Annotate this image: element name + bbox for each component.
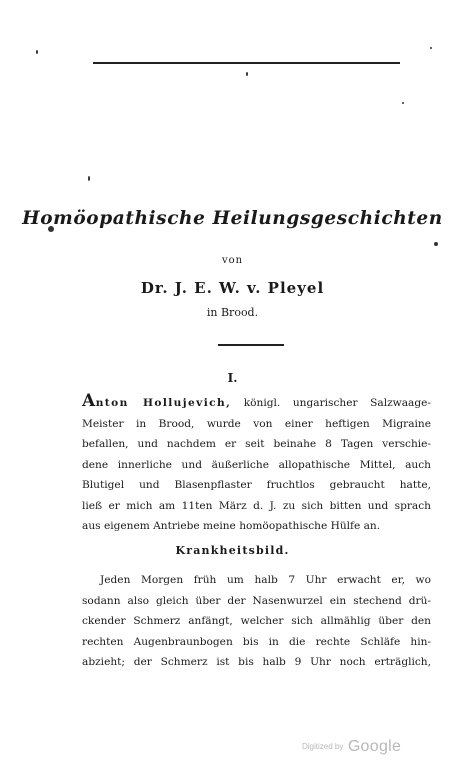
ink-speck <box>246 72 248 76</box>
byline: von <box>221 255 244 266</box>
page-title: Homöopathische Heilungsgeschichten <box>22 208 443 229</box>
watermark-brand: Google <box>347 738 402 755</box>
section-numeral: I. <box>227 371 238 385</box>
text-line-fragment: königl. ungarischer Salzwaage- <box>231 397 431 409</box>
text-line: rechten Augenbraunbogen bis in die rechte Schläfe hin- <box>82 635 431 648</box>
author-location: in Brood. <box>206 306 259 319</box>
watermark-prefix: Digitized by <box>302 742 344 751</box>
ink-speck <box>36 50 38 54</box>
paragraph-case-intro <box>82 391 431 537</box>
text-line: dene innerliche und äußerliche allopathische Mittel, auch <box>82 458 431 471</box>
ink-speck <box>434 242 438 246</box>
text-line: ließ er mich am 11ten März d. J. zu sich bitten und sprach <box>82 499 431 512</box>
text-line <box>82 391 431 414</box>
text-line: ckender Schmerz anfängt, welcher sich allmählig über den <box>82 615 431 627</box>
author-name: Dr. J. E. W. v. Pleyel <box>140 279 325 297</box>
text-line: sodann also gleich über der Nasenwurzel ein stechend drü- <box>82 594 431 607</box>
ink-speck <box>88 176 90 181</box>
top-rule <box>93 62 400 64</box>
paragraph-symptoms <box>82 570 431 673</box>
patient-name: nton Hollujevich, <box>95 397 232 409</box>
ink-speck <box>430 47 432 49</box>
section-subheading: Krankheitsbild. <box>175 544 290 557</box>
digitization-watermark <box>302 738 401 756</box>
section-rule <box>218 344 284 346</box>
ink-speck <box>402 102 404 104</box>
text-line: Blutigel und Blasenpflaster fruchtlos gebraucht hatte, <box>82 479 431 491</box>
drop-cap: A <box>82 391 96 411</box>
text-line: aus eigenem Antriebe meine homöopathische Hülfe an. <box>82 520 381 532</box>
text-line: Meister in Brood, wurde von einer heftigen Migraine <box>82 417 431 430</box>
text-line: befallen, und nachdem er seit beinahe 8 Tagen verschie- <box>82 438 431 450</box>
text-line: Jeden Morgen früh um halb 7 Uhr erwacht er, wo <box>100 574 431 586</box>
text-line: abzieht; der Schmerz ist bis halb 9 Uhr noch erträglich, <box>82 656 431 668</box>
